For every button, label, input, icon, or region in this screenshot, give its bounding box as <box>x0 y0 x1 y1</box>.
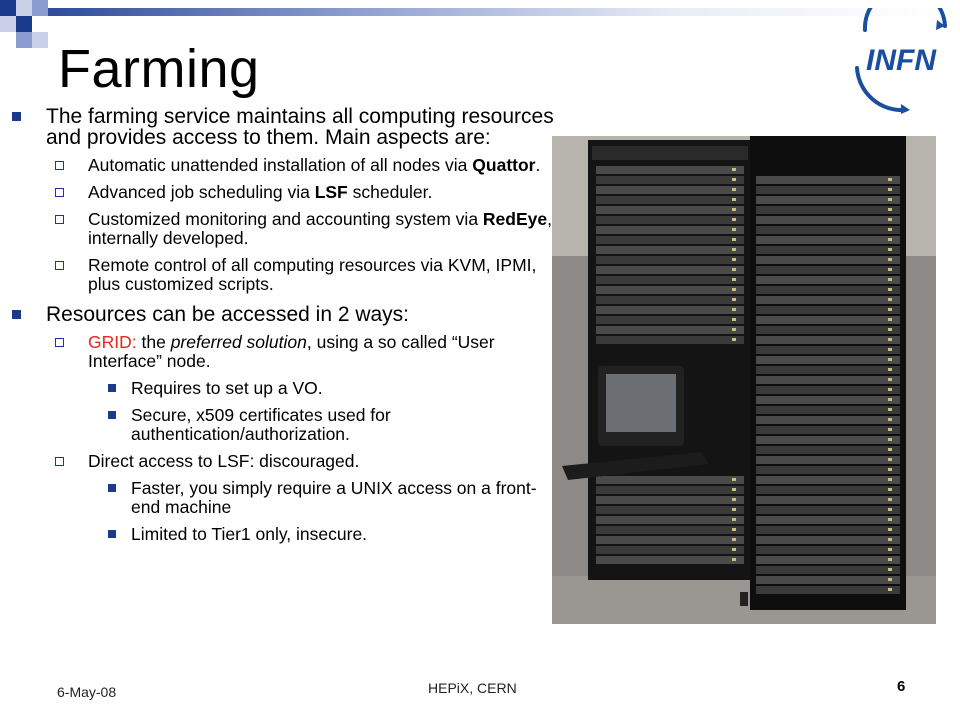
hollow-square-bullet-icon <box>55 261 64 270</box>
server-led <box>888 248 892 251</box>
server-unit <box>596 286 744 294</box>
server-unit <box>756 206 900 214</box>
server-unit <box>756 196 900 204</box>
decor-gradient-bar <box>48 8 940 16</box>
server-unit <box>756 236 900 244</box>
server-unit <box>756 456 900 464</box>
server-unit <box>756 416 900 424</box>
sub-bullet-redeye: Customized monitoring and accounting system via RedEye, internally developed. <box>12 210 557 248</box>
server-led <box>732 258 736 261</box>
server-unit <box>596 266 744 274</box>
server-led <box>888 548 892 551</box>
server-unit <box>756 276 900 284</box>
server-unit <box>596 326 744 334</box>
server-led <box>888 568 892 571</box>
server-unit <box>596 486 744 494</box>
server-led <box>732 198 736 201</box>
server-unit <box>756 436 900 444</box>
footer-center-text: HEPiX, CERN <box>428 680 517 696</box>
server-unit <box>596 206 744 214</box>
server-unit <box>596 276 744 284</box>
server-unit <box>756 296 900 304</box>
server-led <box>888 348 892 351</box>
server-led <box>732 238 736 241</box>
server-led <box>888 318 892 321</box>
server-unit <box>596 546 744 554</box>
server-led <box>888 498 892 501</box>
server-racks-photo <box>552 136 936 624</box>
server-led <box>888 488 892 491</box>
server-led <box>732 528 736 531</box>
server-unit <box>756 476 900 484</box>
sub-sub-bullet-vo: Requires to set up a VO. <box>12 379 557 398</box>
sub-bullet-remote-control: Remote control of all computing resources via KVM, IPMI, plus customized scripts. <box>12 256 557 294</box>
server-led <box>732 328 736 331</box>
server-led <box>732 218 736 221</box>
server-led <box>888 448 892 451</box>
server-unit <box>756 246 900 254</box>
square-bullet-icon <box>108 484 116 492</box>
server-unit <box>756 256 900 264</box>
server-led <box>888 358 892 361</box>
server-unit <box>596 476 744 484</box>
server-led <box>732 228 736 231</box>
server-led <box>732 548 736 551</box>
hollow-square-bullet-icon <box>55 188 64 197</box>
square-bullet-icon <box>108 411 116 419</box>
hollow-square-bullet-icon <box>55 215 64 224</box>
server-led <box>732 308 736 311</box>
server-unit <box>756 446 900 454</box>
server-unit <box>596 236 744 244</box>
sub-sub-bullet-tier1: Limited to Tier1 only, insecure. <box>12 525 557 544</box>
footer-date: 6-May-08 <box>57 684 117 700</box>
server-unit <box>596 506 744 514</box>
server-led <box>888 288 892 291</box>
server-unit <box>756 226 900 234</box>
server-led <box>732 518 736 521</box>
server-unit <box>756 316 900 324</box>
server-led <box>888 198 892 201</box>
server-unit <box>756 286 900 294</box>
server-unit <box>756 386 900 394</box>
server-led <box>888 378 892 381</box>
server-led <box>732 488 736 491</box>
server-unit <box>756 356 900 364</box>
server-led <box>888 298 892 301</box>
server-unit <box>596 256 744 264</box>
server-led <box>888 438 892 441</box>
hollow-square-bullet-icon <box>55 338 64 347</box>
server-unit <box>756 496 900 504</box>
server-unit <box>756 426 900 434</box>
server-led <box>888 228 892 231</box>
server-unit <box>756 176 900 184</box>
server-unit <box>756 566 900 574</box>
server-unit <box>756 216 900 224</box>
server-unit <box>596 536 744 544</box>
square-bullet-icon <box>108 530 116 538</box>
server-led <box>732 288 736 291</box>
server-unit <box>756 536 900 544</box>
server-unit <box>756 266 900 274</box>
server-led <box>732 538 736 541</box>
server-led <box>888 308 892 311</box>
server-unit <box>596 166 744 174</box>
server-led <box>888 188 892 191</box>
server-unit <box>756 486 900 494</box>
sub-sub-bullet-unix: Faster, you simply require a UNIX access on a front-end machine <box>12 479 557 517</box>
server-led <box>888 328 892 331</box>
server-unit <box>596 216 744 224</box>
hollow-square-bullet-icon <box>55 457 64 466</box>
server-unit <box>596 186 744 194</box>
server-led <box>888 268 892 271</box>
server-unit <box>596 316 744 324</box>
server-unit <box>596 246 744 254</box>
bullet-farming-service: The farming service maintains all computing resources and provides access to them. Main aspects are: <box>12 106 557 148</box>
server-led <box>888 338 892 341</box>
server-led <box>732 268 736 271</box>
server-unit <box>756 516 900 524</box>
server-unit <box>756 586 900 594</box>
server-unit <box>596 526 744 534</box>
server-led <box>888 178 892 181</box>
server-led <box>732 208 736 211</box>
server-unit <box>756 346 900 354</box>
server-unit <box>596 296 744 304</box>
server-unit <box>756 526 900 534</box>
sub-bullet-grid: GRID: the preferred solution, using a so called “User Interface” node. <box>12 333 557 371</box>
server-led <box>888 508 892 511</box>
server-unit <box>756 306 900 314</box>
server-unit <box>596 196 744 204</box>
server-unit <box>756 576 900 584</box>
sub-bullet-quattor: Automatic unattended installation of all nodes via Quattor. <box>12 156 557 175</box>
server-led <box>888 388 892 391</box>
square-bullet-icon <box>12 310 21 319</box>
server-led <box>888 578 892 581</box>
server-led <box>888 428 892 431</box>
server-unit <box>596 226 744 234</box>
server-led <box>888 208 892 211</box>
square-bullet-icon <box>108 384 116 392</box>
server-led <box>888 538 892 541</box>
server-led <box>732 188 736 191</box>
server-led <box>732 558 736 561</box>
server-led <box>888 218 892 221</box>
server-led <box>888 278 892 281</box>
server-led <box>888 418 892 421</box>
server-led <box>732 508 736 511</box>
server-unit <box>756 326 900 334</box>
server-led <box>732 338 736 341</box>
infn-logo <box>845 8 955 118</box>
server-unit <box>756 546 900 554</box>
server-unit <box>756 336 900 344</box>
server-unit <box>756 466 900 474</box>
square-bullet-icon <box>12 112 21 121</box>
server-led <box>888 588 892 591</box>
server-unit <box>756 376 900 384</box>
sub-sub-bullet-x509: Secure, x509 certificates used for authentication/authorization. <box>12 406 557 444</box>
server-led <box>888 238 892 241</box>
server-led <box>888 458 892 461</box>
server-unit <box>596 516 744 524</box>
server-unit <box>756 506 900 514</box>
server-led <box>732 168 736 171</box>
server-led <box>888 258 892 261</box>
server-led <box>888 558 892 561</box>
hollow-square-bullet-icon <box>55 161 64 170</box>
server-unit <box>596 556 744 564</box>
server-led <box>732 278 736 281</box>
server-unit <box>596 496 744 504</box>
bullet-resources-access: Resources can be accessed in 2 ways: <box>12 304 557 325</box>
server-led <box>888 478 892 481</box>
slide-title: Farming <box>58 39 260 99</box>
server-led <box>888 368 892 371</box>
server-unit <box>596 336 744 344</box>
page-number: 6 <box>897 678 906 695</box>
server-unit <box>756 406 900 414</box>
server-unit <box>756 556 900 564</box>
server-led <box>732 318 736 321</box>
server-led <box>732 178 736 181</box>
server-unit <box>596 176 744 184</box>
server-led <box>888 518 892 521</box>
server-led <box>732 248 736 251</box>
server-unit <box>596 306 744 314</box>
bullet-content <box>12 106 557 552</box>
server-led <box>732 478 736 481</box>
server-led <box>888 468 892 471</box>
sub-bullet-direct-access: Direct access to LSF: discouraged. <box>12 452 557 471</box>
server-led <box>732 498 736 501</box>
server-unit <box>756 366 900 374</box>
server-led <box>732 298 736 301</box>
svg-text:INFN: INFN <box>866 44 936 77</box>
server-led <box>888 398 892 401</box>
server-led <box>888 528 892 531</box>
server-led <box>888 408 892 411</box>
server-unit <box>756 186 900 194</box>
server-unit <box>756 396 900 404</box>
sub-bullet-lsf: Advanced job scheduling via LSF scheduler. <box>12 183 557 202</box>
